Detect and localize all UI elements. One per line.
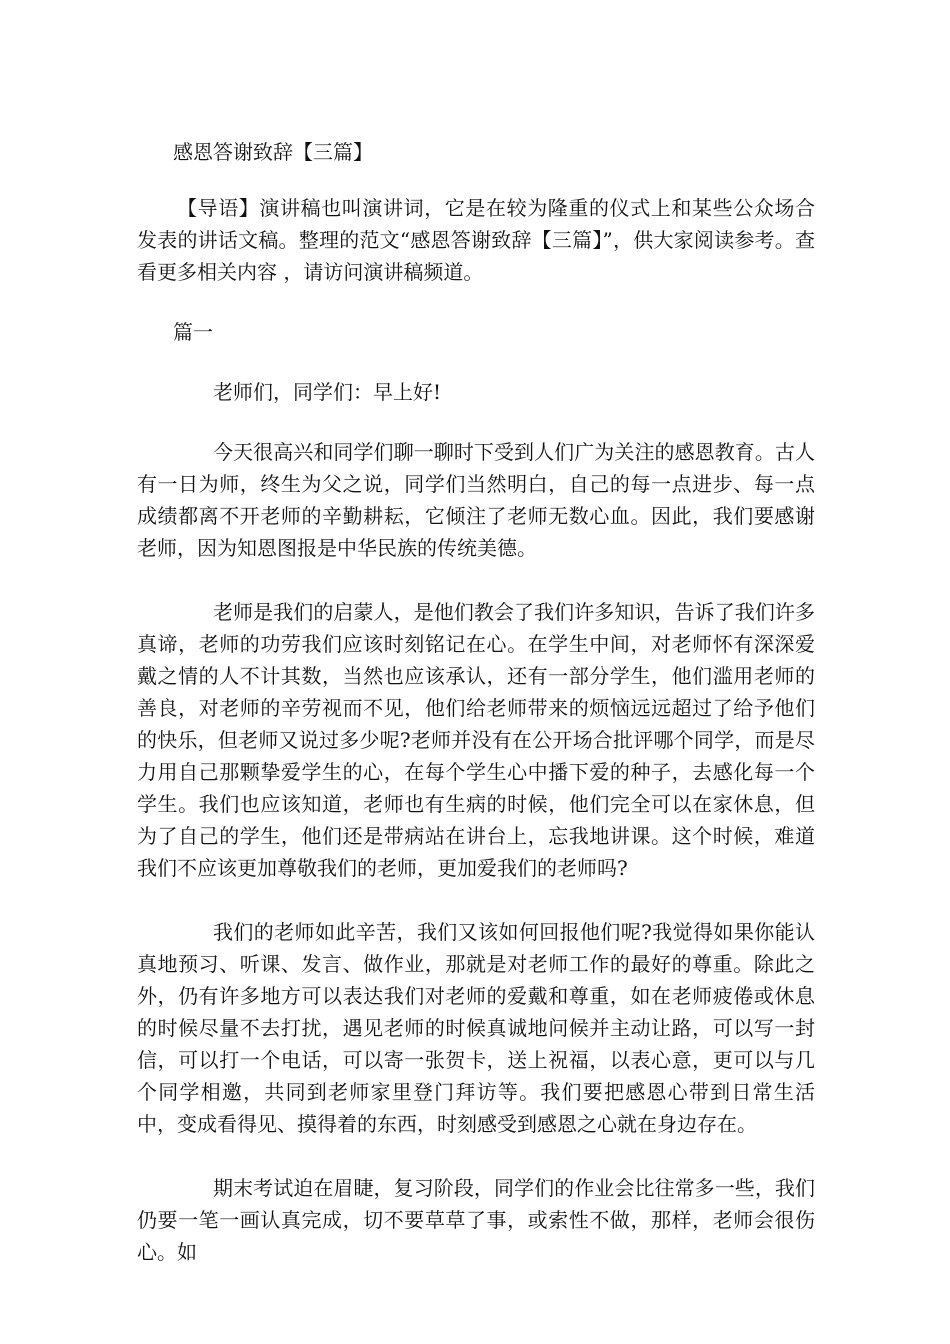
body-paragraph-3: 我们的老师如此辛苦，我们又该如何回报他们呢?我觉得如果你能认真地预习、听课、发言、做作业，那就是对老师工作的最好的尊重。除此之外，仍有许多地方可以表达我们对老师的爱戴和尊重，如在老师疲倦或休息的时候尽量不去打扰，遇见老师的时候真诚地问候并主动让路，可以写一封信，可以打一个电话，可以寄一张贺卡，送上祝福，以表心意，更可以与几个同学相邀，共同到老师家里登门拜访等。我们要把感恩心带到日常生活中，变成看得见、摸得着的东西，时刻感受到感恩之心就在身边存在。 bbox=[137, 920, 815, 1136]
intro-paragraph: 【导语】演讲稿也叫演讲词，它是在较为隆重的仪式上和某些公众场合发表的讲话文稿。整理的范文“感恩答谢致辞【三篇】”，供大家阅读参考。查看更多相关内容 ，请访问演讲稿频道。 bbox=[137, 196, 815, 284]
body-paragraph-2: 老师是我们的启蒙人，是他们教会了我们许多知识，告诉了我们许多真谛，老师的功劳我们应该时刻铭记在心。在学生中间，对老师怀有深深爱戴之情的人不计其数，当然也应该承认，还有一部分学生，他们滥用老师的善良，对老师的辛劳视而不见，他们给老师带来的烦恼远远超过了给予他们的快乐，但老师又说过多少呢?老师并没有在公开场合批评哪个同学，而是尽力用自己那颗挚爱学生的心，在每个学生心中播下爱的种子，去感化每一个学生。我们也应该知道，老师也有生病的时候，他们完全可以在家休息，但为了自己的学生，他们还是带病站在讲台上，忘我地讲课。这个时候，难道我们不应该更加尊敬我们的老师，更加爱我们的老师吗? bbox=[137, 600, 815, 880]
document-body bbox=[137, 136, 815, 1300]
document-title: 感恩答谢致辞【三篇】 bbox=[173, 140, 373, 164]
body-paragraph-4: 期末考试迫在眉睫，复习阶段，同学们的作业会比往常多一些，我们仍要一笔一画认真完成，切不要草草了事，或索性不做，那样，老师会很伤心。如 bbox=[137, 1176, 815, 1264]
section-label: 篇一 bbox=[173, 320, 213, 344]
greeting-line: 老师们，同学们：早上好! bbox=[213, 380, 442, 404]
body-paragraph-1: 今天很高兴和同学们聊一聊时下受到人们广为关注的感恩教育。古人有一日为师，终生为父之说，同学们当然明白，自己的每一点进步、每一点成绩都离不开老师的辛勤耕耘，它倾注了老师无数心血。因此，我们要感谢老师，因为知恩图报是中华民族的传统美德。 bbox=[137, 440, 815, 560]
